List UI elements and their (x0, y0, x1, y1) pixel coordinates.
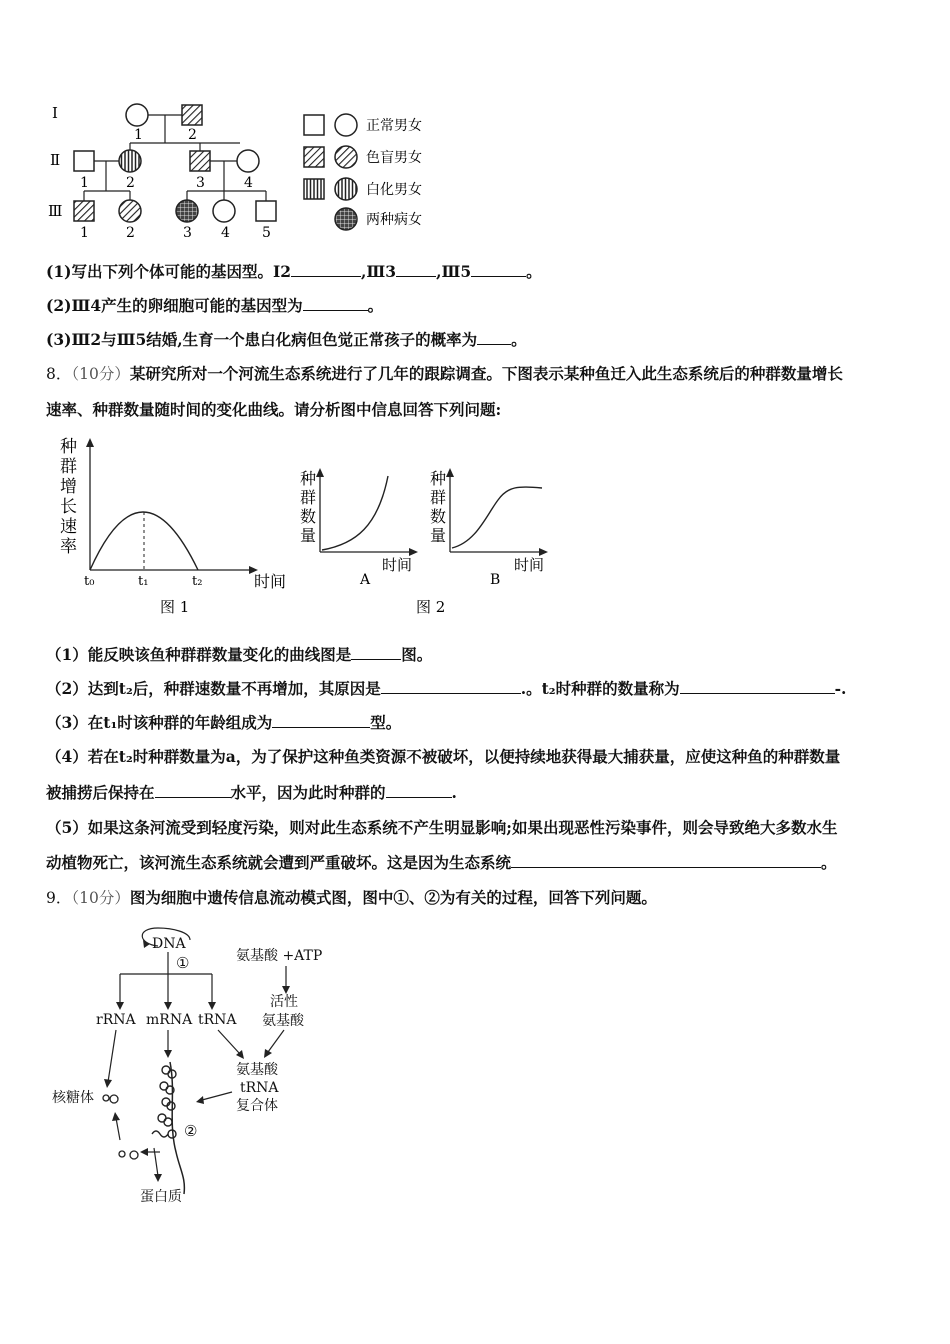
fig1-tick-t2: t₂ (192, 574, 203, 589)
q8-s4-end: . (451, 783, 457, 802)
num-I2: 2 (188, 127, 197, 143)
ribosome-label: 核糖体 (52, 1090, 94, 1106)
blank[interactable] (381, 679, 521, 694)
q8-sub3 (46, 713, 401, 733)
q8-sub4-line2 (46, 783, 457, 803)
num-II4: 4 (244, 175, 253, 191)
pedigree-figure (40, 95, 440, 245)
q7-p1-end: 。 (526, 262, 542, 281)
blank[interactable] (511, 853, 821, 868)
q8-s1-end: 图。 (401, 645, 433, 664)
fig2a-ylabel-char: 群 (300, 488, 317, 507)
q9-stem-text: 图为细胞中遗传信息流动模式图，图中①、②为有关的过程，回答下列问题。 (129, 888, 657, 907)
num-II1: 1 (80, 175, 89, 191)
q8-stem-line1 (46, 364, 843, 384)
fig2a-ylabel-char: 种 (300, 469, 317, 488)
q8-s5a-text: （5）如果这条河流受到轻度污染，则对此生态系统不产生明显影响;如果出现恶性污染事件，则会导致绝大多数水生 (46, 818, 838, 837)
q9-stem (46, 888, 657, 908)
fig1-ylabel-char: 率 (60, 537, 77, 557)
fig2b-curve-s (452, 487, 542, 548)
q8-s2-end: -. (834, 679, 847, 698)
fig1-ylabel-char: 种 (60, 437, 77, 457)
fig2b-ylabel-char: 量 (430, 526, 447, 545)
fig1-ylabel-char: 长 (60, 497, 77, 517)
blank[interactable] (471, 262, 526, 277)
fig2b-ylabel-char: 数 (430, 507, 447, 526)
num-III4: 4 (221, 225, 230, 241)
legend-albino: 白化男女 (366, 182, 422, 198)
gen-label-3: Ⅲ (48, 202, 63, 220)
trna-label: tRNA (198, 1012, 237, 1028)
protein-label: 蛋白质 (140, 1189, 182, 1205)
fig2b-ylabel-char: 群 (430, 488, 447, 507)
q8-s5-end: 。 (821, 853, 837, 872)
fig2b-xlabel: 时间 (514, 556, 545, 574)
legend-both: 两种病女 (366, 212, 422, 228)
q8-sub2 (46, 679, 846, 699)
q8-s5b-text: 动植物死亡，该河流生态系统就会遭到严重破坏。这是因为生态系统 (46, 853, 512, 872)
q8-sub4-line1 (46, 747, 840, 767)
num-III3: 3 (183, 225, 192, 241)
num-III2: 2 (126, 225, 135, 241)
q7-p1-b: ,Ⅲ3 (361, 262, 397, 281)
complex-label-3: 复合体 (236, 1098, 278, 1114)
dna-label: DNA (152, 936, 186, 952)
individual-I1 (126, 104, 148, 126)
active-aa-label-1: 活性 (270, 994, 298, 1010)
fig2a-curve-j (322, 476, 388, 550)
blank[interactable] (477, 330, 511, 345)
num-I1: 1 (134, 127, 143, 143)
q8-s4b-text: 被捕捞后保持在 (46, 783, 155, 802)
q8-s3-end: 型。 (370, 713, 402, 732)
blank[interactable] (291, 262, 361, 277)
amino-acid-atp-label: 氨基酸 +ATP (236, 948, 323, 964)
fig1-caption: 图 1 (160, 598, 190, 616)
fig1-tick-t0: t₀ (84, 574, 95, 589)
q9-number: 9． (46, 889, 72, 907)
fig1-tick-t1: t₁ (138, 574, 149, 589)
individual-III5 (256, 201, 276, 221)
fig1-ylabel (60, 437, 77, 557)
q8-s4c-text: 水平，因为此时种群的 (230, 783, 386, 802)
gen-label-1: Ⅰ (52, 104, 58, 122)
blank[interactable] (303, 296, 368, 311)
q8-number: 8． (46, 365, 72, 383)
q8-s2b-text: .。t₂时种群的数量称为 (520, 679, 680, 698)
num-III5: 5 (262, 225, 271, 241)
process-2-label: ② (184, 1122, 198, 1140)
fig2-caption: 图 2 (416, 598, 446, 616)
fig1-xlabel: 时间 (254, 572, 287, 591)
active-aa-label-2: 氨基酸 (262, 1013, 304, 1029)
complex-label-1: 氨基酸 (236, 1062, 278, 1078)
fig1-ylabel-char: 增 (60, 477, 77, 497)
figure-1-growth-rate (58, 432, 298, 622)
q7-p3-end: 。 (511, 330, 527, 349)
q7-part3 (46, 330, 527, 350)
q8-s1-text: （1）能反映该鱼种群群数量变化的曲线图是 (46, 645, 352, 664)
individual-II4 (237, 150, 259, 172)
fig2b-ylabel-char: 种 (430, 469, 447, 488)
fig2-panel-a: A (360, 572, 371, 588)
individual-III4 (213, 200, 235, 222)
fig1-ylabel-char: 速 (60, 517, 77, 537)
blank[interactable] (351, 645, 401, 660)
rrna-label: rRNA (96, 1012, 136, 1028)
process-1-label: ① (176, 954, 190, 972)
individual-III3 (176, 200, 198, 222)
gene-expression-figure (40, 922, 360, 1214)
q8-s3-text: （3）在t₁时该种群的年龄组成为 (46, 713, 273, 732)
q8-s2a-text: （2）达到t₂后，种群速数量不再增加，其原因是 (46, 679, 381, 698)
q8-stem-line2 (46, 400, 501, 420)
mrna-label: mRNA (146, 1012, 193, 1028)
fig2a-xlabel: 时间 (382, 556, 413, 574)
blank[interactable] (155, 783, 231, 798)
blank[interactable] (272, 713, 370, 728)
individual-I2 (182, 105, 202, 125)
num-III1: 1 (80, 225, 89, 241)
individual-II3 (190, 151, 210, 171)
blank[interactable] (386, 783, 452, 798)
q7-p2-text: (2)Ⅲ4产生的卵细胞可能的基因型为 (46, 296, 303, 315)
fig2a-ylabel-char: 量 (300, 526, 317, 545)
legend-normal: 正常男女 (366, 118, 422, 134)
q8-sub5-line2 (46, 853, 837, 873)
q8-s4a-text: （4）若在t₂时种群数量为a，为了保护这种鱼类资源不被破坏，以便持续地获得最大捕获量，应使这种鱼的种群数量 (46, 747, 841, 766)
q7-part1 (46, 262, 542, 282)
q7-p1-text: (1)写出下列个体可能的基因型。Ⅰ2 (46, 262, 291, 281)
individual-II1 (74, 151, 94, 171)
complex-label-2: tRNA (240, 1080, 279, 1096)
num-II3: 3 (196, 175, 205, 191)
q8-stem2: 速率、种群数量随时间的变化曲线。请分析图中信息回答下列问题: (46, 400, 502, 419)
q8-sub5-line1 (46, 818, 838, 838)
q8-sub1 (46, 645, 432, 665)
gen-label-2: Ⅱ (50, 151, 61, 169)
q9-score: （10分） (71, 889, 130, 907)
fig1-ylabel-char: 群 (60, 457, 77, 477)
fig2a-ylabel-char: 数 (300, 507, 317, 526)
individual-III1 (74, 201, 94, 221)
figure-2-population (296, 466, 566, 622)
q7-p1-c: ,Ⅲ5 (436, 262, 472, 281)
individual-II2 (119, 150, 141, 172)
num-II2: 2 (126, 175, 135, 191)
q7-p3-text: (3)Ⅲ2与Ⅲ5结婚,生育一个患白化病但色觉正常孩子的概率为 (46, 330, 478, 349)
q8-score: （10分） (71, 365, 130, 383)
blank[interactable] (396, 262, 436, 277)
blank[interactable] (680, 679, 835, 694)
q7-p2-end: 。 (367, 296, 384, 315)
q8-stem1: 某研究所对一个河流生态系统进行了几年的跟踪调查。下图表示某种鱼迁入此生态系统后的种群数量增长 (129, 364, 843, 383)
individual-III2 (119, 200, 141, 222)
legend-colorblind: 色盲男女 (366, 150, 422, 166)
q7-part2 (46, 296, 383, 316)
fig2-panel-b: B (490, 572, 501, 588)
